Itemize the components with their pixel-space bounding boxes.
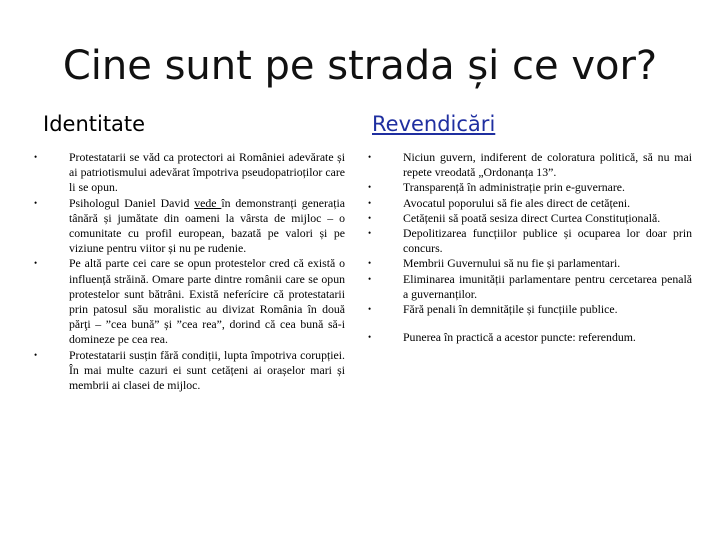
demand-item: • Eliminarea imunității parlamentare pentru cercetarea penală a guvernanților.: [362, 272, 692, 302]
identity-item: • Protestatarii se văd ca protectori ai României adevărate și ai patriotismului adevărat împotriva pseudopatrioților care li se opun.: [28, 150, 345, 196]
demand-item: • Depolitizarea funcțiilor publice și ocuparea lor doar prin concurs.: [362, 226, 692, 256]
demands-heading-link[interactable]: Revendicări: [372, 112, 496, 136]
identity-item-text: Psihologul Daniel David: [69, 195, 195, 210]
column-heading-identity: Identitate: [43, 112, 146, 136]
demand-item: • Membrii Guvernului să nu fie și parlamentari.: [362, 256, 692, 271]
demand-item: • Avocatul poporului să fie ales direct de cetățeni.: [362, 196, 692, 211]
identity-item: • Protestatarii susțin fără condiții, lupta împotriva corupției. În mai multe cazuri ei sunt cetățeni ai orașelor mari și membrii ai clasei de mijloc.: [28, 348, 345, 394]
demand-item: • Punerea în practică a acestor puncte: referendum.: [362, 330, 692, 345]
demand-item: • Cetățenii să poată sesiza direct Curtea Constituțională.: [362, 211, 692, 226]
identity-item: • Pe altă parte cei care se opun protestelor cred că există o influență străină. Omare parte dintre românii care se opun protestelor sunt bătrâni. Există neferícire că protestatarii prin patosul său moralistic au divizat România în două părţi – ”cea bună” și ”cea rea”, dorind că cea bună să-i domineze pe cea rea.: [28, 256, 345, 347]
demand-item: • Transparență în administrație prin e-guvernare.: [362, 180, 692, 195]
slide-title: Cine sunt pe strada și ce vor?: [62, 43, 658, 89]
identity-item-text: în demonstranți generația tânără și jumătate din oameni la vârsta de mijloc – o comunitate cu profil european, bazată pe valori și pe viziune pentru viitor și nu pe rudenie.: [69, 195, 345, 256]
demand-item: • Niciun guvern, indiferent de coloratura politică, să nu mai repete vreodată „Ordonanța 13”.: [362, 150, 692, 180]
demand-item: • Fără penali în demnitățile și funcțiile publice.: [362, 302, 692, 317]
column-heading-demands[interactable]: [372, 110, 495, 138]
identity-item: [28, 196, 345, 257]
demands-list: [362, 150, 692, 345]
identity-list: [28, 150, 345, 393]
vede-link[interactable]: vede: [194, 195, 222, 210]
